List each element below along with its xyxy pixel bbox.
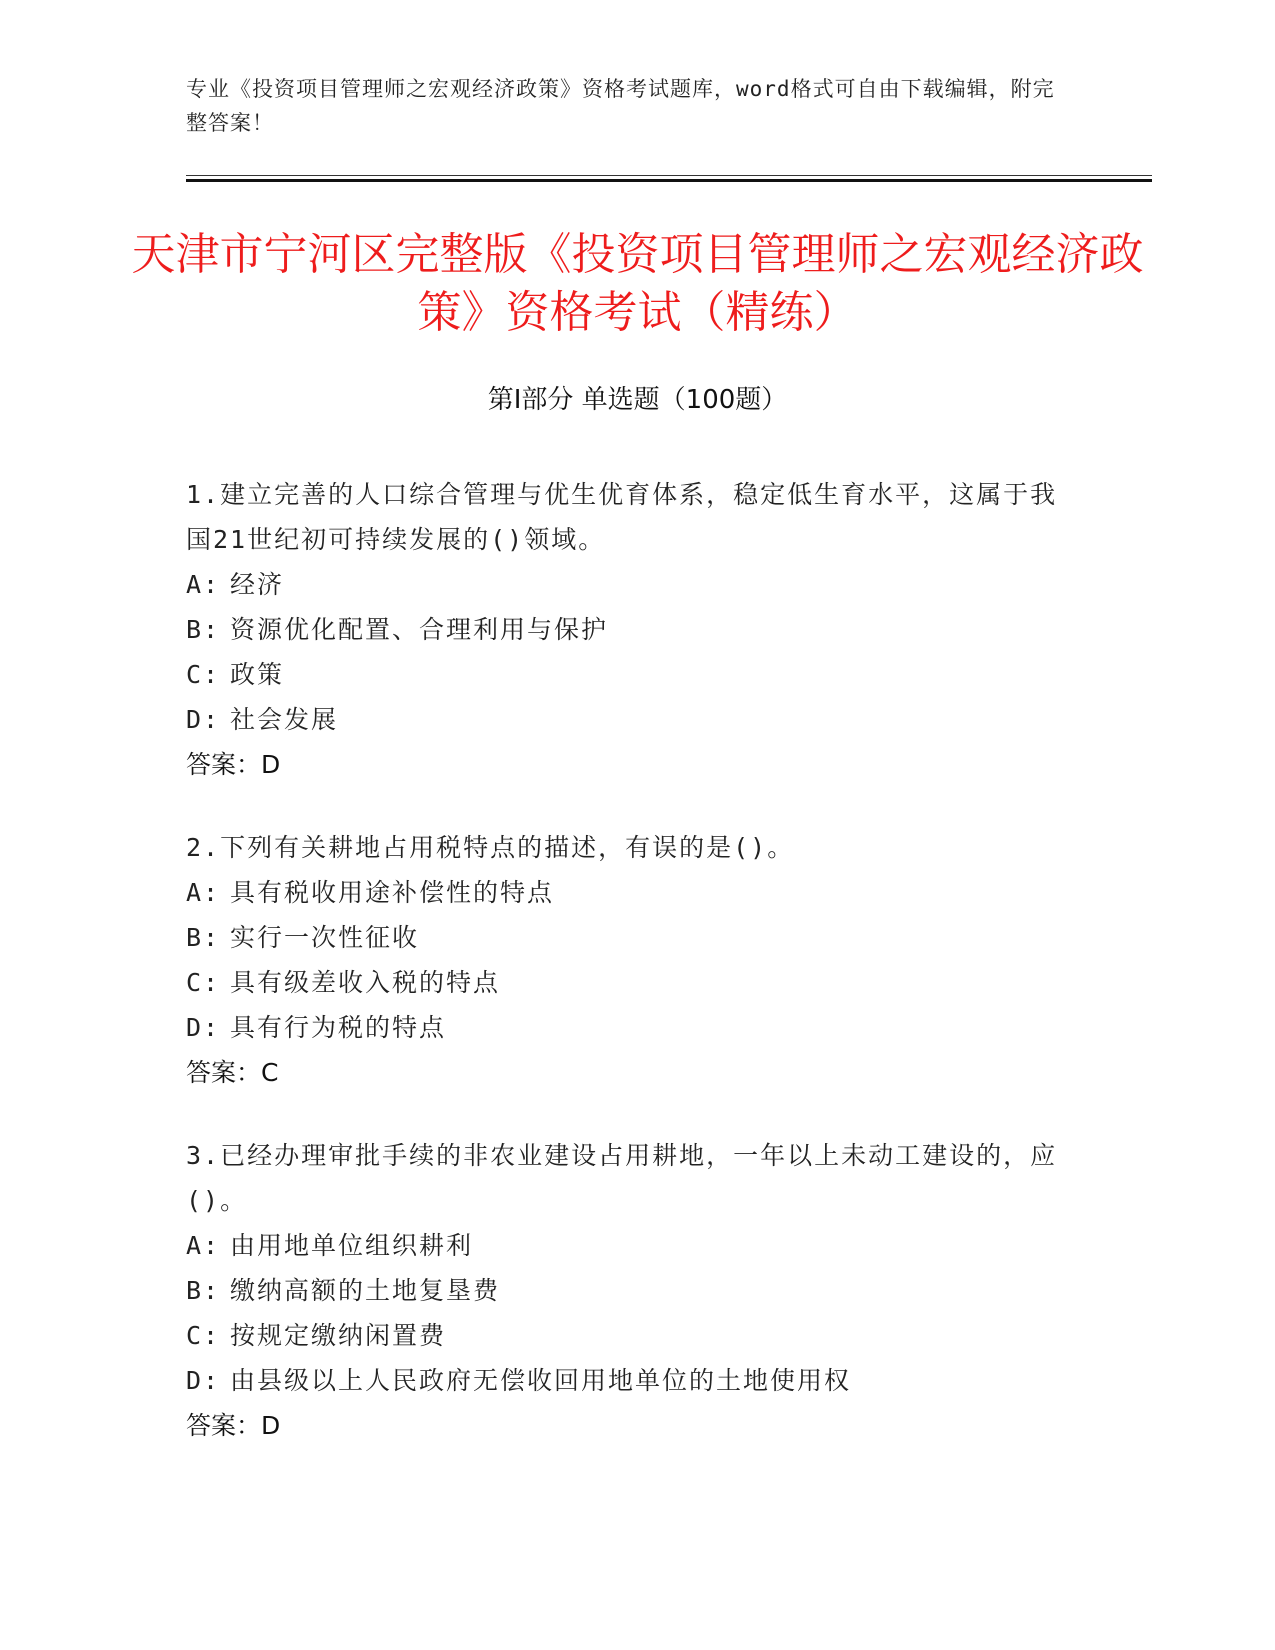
option-key: D: [186,1366,221,1395]
option-key: B: [186,615,221,644]
option-key: A: [186,570,221,599]
section-title: 第Ⅰ部分 单选题（100题） [487,385,788,415]
answer-line: 答案：D [186,1411,281,1440]
option-key: D: [186,1013,221,1042]
question-1 [186,472,1066,787]
header-rule-thick [186,179,1152,182]
option-d [186,697,1066,742]
option-a [186,1223,1066,1268]
option-c [186,652,1066,697]
option-a [186,562,1066,607]
header-note: 专业《投资项目管理师之宏观经济政策》资格考试题库，word格式可自由下载编辑，附完整答案！ [186,77,1055,135]
question-stem: 1.建立完善的人口综合管理与优生优育体系，稳定低生育水平，这属于我国21世纪初可持续发展的()领域。 [186,480,1058,554]
header-rule-thin [186,175,1152,176]
option-key: D: [186,705,221,734]
option-key: C: [186,968,221,997]
option-b [186,915,1066,960]
question-list [186,472,1066,1486]
option-text: 政策 [230,660,285,689]
option-key: C: [186,1321,221,1350]
option-text: 具有行为税的特点 [230,1013,447,1042]
answer-line: 答案：C [186,1058,279,1087]
option-key: A: [186,1231,221,1260]
option-text: 实行一次性征收 [230,923,420,952]
option-text: 社会发展 [230,705,339,734]
option-text: 资源优化配置、合理利用与保护 [230,615,609,644]
option-key: A: [186,878,221,907]
option-text: 具有级差收入税的特点 [230,968,501,997]
option-c [186,960,1066,1005]
option-key: C: [186,660,221,689]
question-stem: 3.已经办理审批手续的非农业建设占用耕地，一年以上未动工建设的，应()。 [186,1141,1058,1215]
question-2 [186,825,1066,1095]
document-title: 天津市宁河区完整版《投资项目管理师之宏观经济政策》资格考试（精练） [131,229,1144,338]
option-text: 缴纳高额的土地复垦费 [230,1276,501,1305]
option-d [186,1358,1066,1403]
option-c [186,1313,1066,1358]
option-text: 由用地单位组织耕利 [230,1231,474,1260]
option-a [186,870,1066,915]
option-key: B: [186,923,221,952]
option-d [186,1005,1066,1050]
option-b [186,1268,1066,1313]
question-3 [186,1133,1066,1448]
option-text: 经济 [230,570,285,599]
option-text: 按规定缴纳闲置费 [230,1321,447,1350]
answer-line: 答案：D [186,750,281,779]
question-stem: 2.下列有关耕地占用税特点的描述，有误的是()。 [186,833,795,862]
option-b [186,607,1066,652]
option-key: B: [186,1276,221,1305]
option-text: 由县级以上人民政府无偿收回用地单位的土地使用权 [230,1366,852,1395]
option-text: 具有税收用途补偿性的特点 [230,878,555,907]
